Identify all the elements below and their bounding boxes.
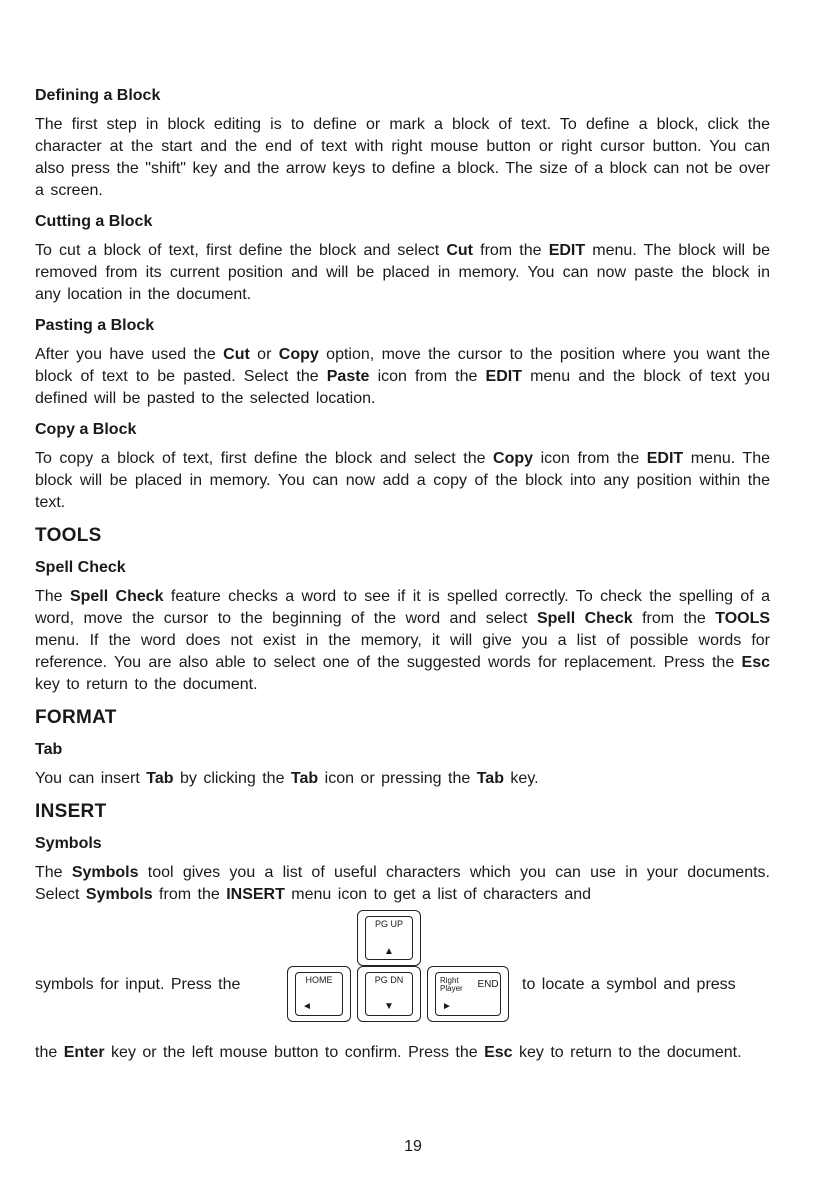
pg-up-key: PG UP ▲ <box>357 910 421 966</box>
keys-text-right: to locate a symbol and press <box>522 976 736 993</box>
insert-title: INSERT <box>35 801 107 822</box>
down-arrow-icon: ▼ <box>384 1001 394 1012</box>
cutting-heading: Cutting a Block <box>35 213 153 230</box>
page-number: 19 <box>404 1138 422 1155</box>
pasting-body: After you have used the Cut or Copy option, move the cursor to the position where you want the block of text to be pasted. Select the Paste icon from the EDIT menu and the block of text you defined will be pasted to the selected location. <box>35 346 771 407</box>
symbols-body-continued: the Enter key or the left mouse button to confirm. Press the Esc key to return to the document. <box>35 1044 742 1061</box>
copy-heading: Copy a Block <box>35 421 137 438</box>
up-arrow-icon: ▲ <box>384 946 394 957</box>
symbols-body: The Symbols tool gives you a list of useful characters which you can use in your documents. Select Symbols from the INSERT menu icon to get a list of characters and <box>35 864 770 903</box>
copy-body: To copy a block of text, first define the block and select the Copy icon from the EDIT menu. The block will be placed in memory. You can now add a copy of the block into any position within the text. <box>35 450 771 511</box>
pg-dn-key: PG DN ▼ <box>357 966 421 1022</box>
pasting-heading: Pasting a Block <box>35 317 155 334</box>
keys-text-left: symbols for input. Press the <box>35 976 241 993</box>
home-key: HOME ◄ <box>287 966 351 1022</box>
cutting-body: To cut a block of text, first define the block and select Cut from the EDIT menu. The block will be removed from its current position and will be placed in memory. You can now paste the block in any location in the document. <box>35 242 771 303</box>
defining-heading: Defining a Block <box>35 87 161 104</box>
left-arrow-icon: ◄ <box>302 1001 312 1012</box>
spell-check-heading: Spell Check <box>35 559 126 576</box>
manual-page <box>35 86 770 1064</box>
tab-body: You can insert Tab by clicking the Tab icon or pressing the Tab key. <box>35 770 539 787</box>
format-title: FORMAT <box>35 707 117 728</box>
arrow-keys-illustration <box>35 904 770 1042</box>
right-player-end-key: Right Player END ► <box>427 966 509 1022</box>
defining-body: The first step in block editing is to define or mark a block of text. To define a block, click the character at the start and the end of text with right mouse button or right cursor button. You can also press the "shift" key and the arrow keys to define a block. The size of a block can not be over a screen. <box>35 116 770 199</box>
spell-check-body: The Spell Check feature checks a word to see if it is spelled correctly. To check the spelling of a word, move the cursor to the beginning of the word and select Spell Check from the TOOLS menu. If the word does not exist in the memory, it will give you a list of possible words for reference. You are also able to select one of the suggested words for replacement. Press the Esc key to return to the document. <box>35 588 771 693</box>
tools-title: TOOLS <box>35 525 102 546</box>
right-arrow-icon: ► <box>442 1001 452 1012</box>
symbols-heading: Symbols <box>35 835 102 852</box>
tab-heading: Tab <box>35 741 63 758</box>
